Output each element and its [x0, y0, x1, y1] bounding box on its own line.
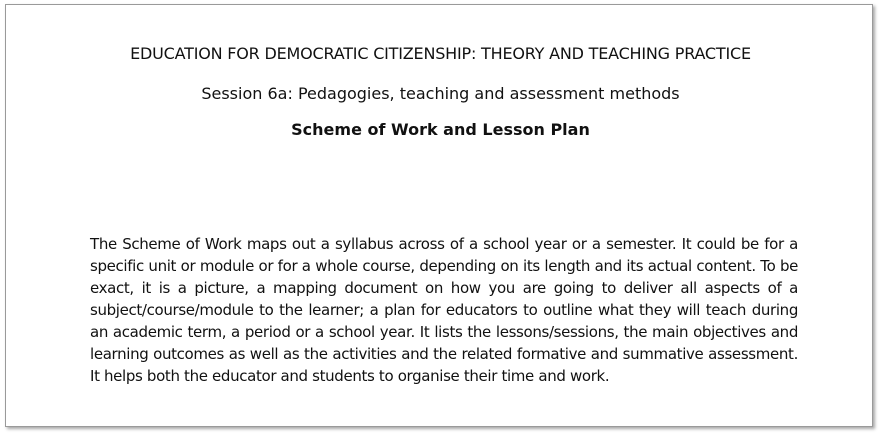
body-paragraph: The Scheme of Work maps out a syllabus across of a school year or a semester. It could be for a specific unit or module or for a whole course, depending on its length and its actual content. To be exact, it is a picture, a mapping document on how you are going to deliver all aspects of a subject/course/module to the learner; a plan for educators to outline what they will teach during an academic term, a period or a school year. It lists the lessons/sessions, the main objectives and learning outcomes as well as the activities and the related formative and summative assessment. It helps both the educator and students to organise their time and work.	[90, 235, 798, 385]
session-title: Session 6a: Pedagogies, teaching and assessment methods	[201, 84, 680, 103]
section-heading: Scheme of Work and Lesson Plan	[291, 120, 590, 139]
document-title: EDUCATION FOR DEMOCRATIC CITIZENSHIP: THEORY AND TEACHING PRACTICE	[130, 44, 751, 63]
